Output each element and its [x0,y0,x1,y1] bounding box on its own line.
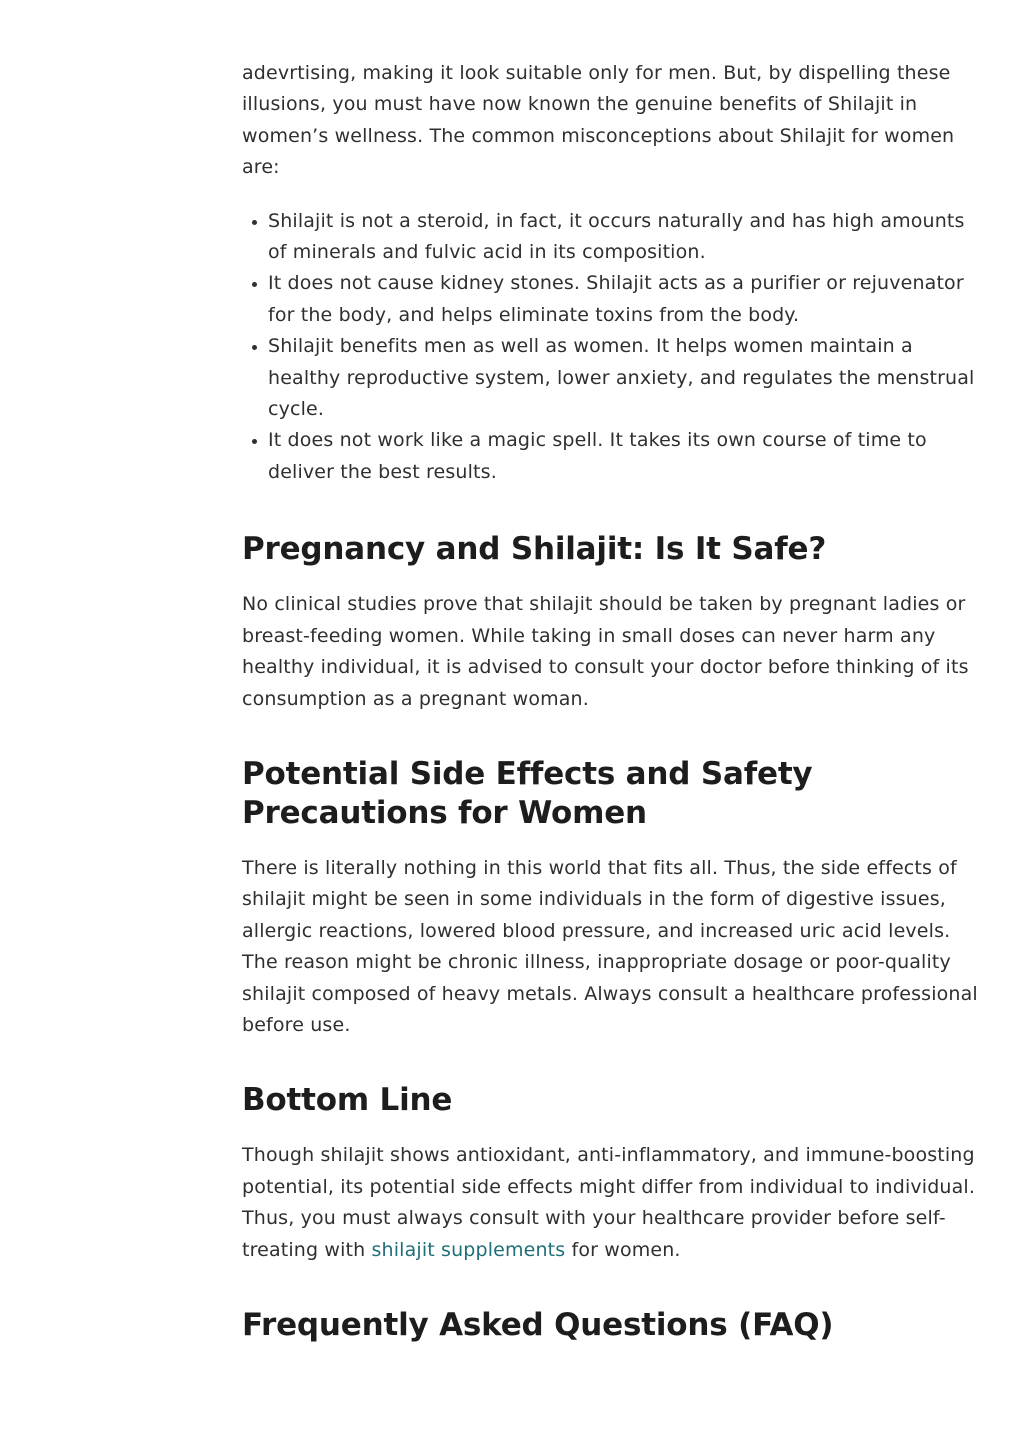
bottom-line-paragraph [242,1140,982,1266]
misconceptions-list [242,206,982,489]
side-effects-heading: Potential Side Effects and Safety Precautions for Women [242,755,813,831]
bottom-line-text-before: Though shilajit shows antioxidant, anti-inflammatory, and immune-boosting potential, its potential side effects might differ from individual to individual. Thus, you must always consult with your healthcare provider before self-treating with [242,1144,976,1261]
faq-heading: Frequently Asked Questions (FAQ) [242,1306,834,1343]
list-item: • Shilajit is not a steroid, in fact, it occurs naturally and has high amounts of minerals and fulvic acid in its composition. [268,206,982,269]
bottom-line-text-after: for women. [565,1238,681,1261]
article-body [242,58,982,1345]
shilajit-supplements-link[interactable]: shilajit supplements [371,1238,566,1261]
list-item: • Shilajit benefits men as well as women. It helps women maintain a healthy reproductive system, lower anxiety, and regulates the menstrual cycle. [268,331,982,425]
list-item: • It does not work like a magic spell. It takes its own course of time to deliver the best results. [268,425,982,488]
pregnancy-heading: Pregnancy and Shilajit: Is It Safe? [242,531,827,568]
bottom-line-heading: Bottom Line [242,1082,453,1119]
pregnancy-paragraph: No clinical studies prove that shilajit should be taken by pregnant ladies or breast-feeding women. While taking in small doses can never harm any healthy individual, it is advised to consult your doctor before thinking of its consumption as a pregnant woman. [242,593,969,710]
side-effects-paragraph: There is literally nothing in this world that fits all. Thus, the side effects of shilajit might be seen in some individuals in the form of digestive issues, allergic reactions, lowered blood pressure, and increased uric acid levels. The reason might be chronic illness, inappropriate dosage or poor-quality shilajit composed of heavy metals. Always consult a healthcare professional before use. [242,856,978,1036]
list-item: • It does not cause kidney stones. Shilajit acts as a purifier or rejuvenator for the body, and helps eliminate toxins from the body. [268,268,982,331]
intro-paragraph: adevrtising, making it look suitable only for men. But, by dispelling these illusions, you must have now known the genuine benefits of Shilajit in women’s wellness. The common misconceptions about Shilajit for women are: [242,62,955,179]
